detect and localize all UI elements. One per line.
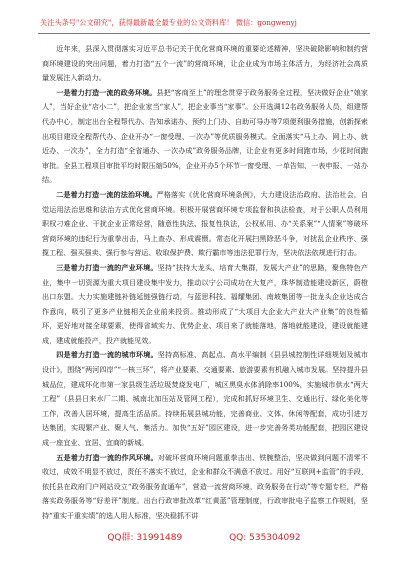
contact-footer xyxy=(0,530,408,543)
paragraph-heading: 二是着力打造一流的法治环境。 xyxy=(56,189,157,199)
paragraph-city xyxy=(42,348,368,450)
promo-header-link[interactable]: 关注头条号"公文研究"，获得最新最全最专业的公文资料库！ 微信：gongwenyj xyxy=(40,18,297,27)
paragraph-heading: 三是着力打造一流的产业环境。 xyxy=(56,262,158,272)
paragraph-text: 对破坏营商环境问题重拳击出、铁腕整治，坚决做到问题不清零不收过，成效不明显不放过，责任不落实不放过，企业和群众不满意不放过。用好“互联网+监管”的手段，依托县在政府门户网站设立“政务服务直通车”，营造一流营商环境，政务服务在行动”等专题专栏，严格落实政务服务等“好差评”制度。出台行政审批改革“红黄蓝”管理制度，行政审批电子监察工作规则，坚持“重实干重实绩”的选人用人标准，坚决稳抓不讲 xyxy=(42,452,368,520)
paragraph-heading: 四是着力打造一流的城市环境。 xyxy=(56,350,158,360)
qq-group-number: QQ群: 31991489 xyxy=(107,533,183,543)
qq-number: QQ: 535304092 xyxy=(229,533,301,543)
paragraph-government-affairs xyxy=(42,86,368,188)
paragraph-rule-of-law xyxy=(42,188,368,261)
paragraph-heading: 一是着力打造一流的政务环境。 xyxy=(56,87,157,97)
paragraph-intro xyxy=(42,42,368,86)
paragraph-work-style xyxy=(42,451,368,524)
paragraph-heading: 五是着力打造一流的作风环境。 xyxy=(56,452,158,462)
document-body xyxy=(42,42,368,528)
header-divider xyxy=(38,33,370,34)
paragraph-text: 坚持“扶持大龙头，培育大集群，发展大产业”的思路，聚焦特色产业，集中一切资源为重大项目建设集中发力，推动以宁公司成功在大复产，珠华制造能建设新区，蔚橙出口东盟。大力实施建链补链延链强链行动，与蓝思科技、福耀集团、南坡集团等一批龙头企业达成合作意向，吸引了更多产业链相关企业前来投资。推动形成了“大项目大企业大产业大产业集”的良性循环，更好地对接全球要素，使得省域实力、优势企业、项目来了就能落地，落地就能建设，建设就能建成，建成就能投产，投产就能见效。 xyxy=(42,262,368,345)
paragraph-text: 县把“客商至上”的理念贯穿于政务服务全过程，坚决做好企业“娘家人”，当好企业“店小二”，把企业家当“家人”，把企业事当“家事”。公开选调12名政务服务人员，组建帮代办中心，制定出台全程帮代办、告知承诺办、预约上门办、自助可导办等7项便利服务措施，创新探索出项目建设全程帮代办、企业开办“一窗受理、一次办”等优质服务模式。全面落实“马上办、网上办、就近办、一次办”，全力打造“全省通办、一次办成”政务服务品牌，让企业有更多时间跑市场，少花时间跑审批。全县工程项目审批平均时限压缩50%，企业开办5个环节一窗受理、一单告知、一表申报、一站办结。 xyxy=(42,87,368,185)
paragraph-industry xyxy=(42,261,368,349)
paragraph-text: 近年来，县深入贯彻落实习近平总书记关于优化营商环境的重要论述精神，坚决破除影响和制约营商环境建设的突出问题，着力打造“五个一流”的营商环境，让企业成为市场主体活力，为经济社会高质量发展注入新动力。 xyxy=(42,44,368,83)
paragraph-text: 坚持高标准、高起点、高水平编制《县县城控制性详细规划及城市设计》，围绕“两河四岸”“一核三环”，将产业要素、交通要素、旅游要素有机融入城市发展。坚持提升县城品位，建成环化市第一家县级生活垃圾焚烧发电厂，城区黑臭水体消除率100%，实施城市供水“两大工程”（县县日来水厂二期、城南北加压站及管网工程），完成和抓好环境卫生、交通出行、绿化美化等工作，改善人居环境，提高生活品质。持续拓展县城功能，完善商业、文体、休闲等配套，成功引进万达集团，实现繁产业、聚人气、集活力。加快“五好”园区建设，进一步完善务类功能配套，把园区建设成一座宜业、宜居、宜商的新城。 xyxy=(42,350,368,448)
paragraph-text: 严格落实《优化营商环境条例》，大力建设法治政府、法治社会，自觉运用法治思维和法治方式优化营商环境。积极开展营商环境专项监督和执法检查，对于公职人员利用职权刁难企业、干扰企业正常经营，随意性执法、报复性执法，公权私用、办“关系案”“人情案”等破坏营商环境的违纪行为重拳出击，马上查办、形成震慑。常态化开展扫黑除恶斗争，对扰乱企业秩序、强揽工程、强买强卖、强行参与营运、收取保护费、欺行霸市等违法犯罪行为，坚决依法依规进行打击。 xyxy=(42,189,368,258)
